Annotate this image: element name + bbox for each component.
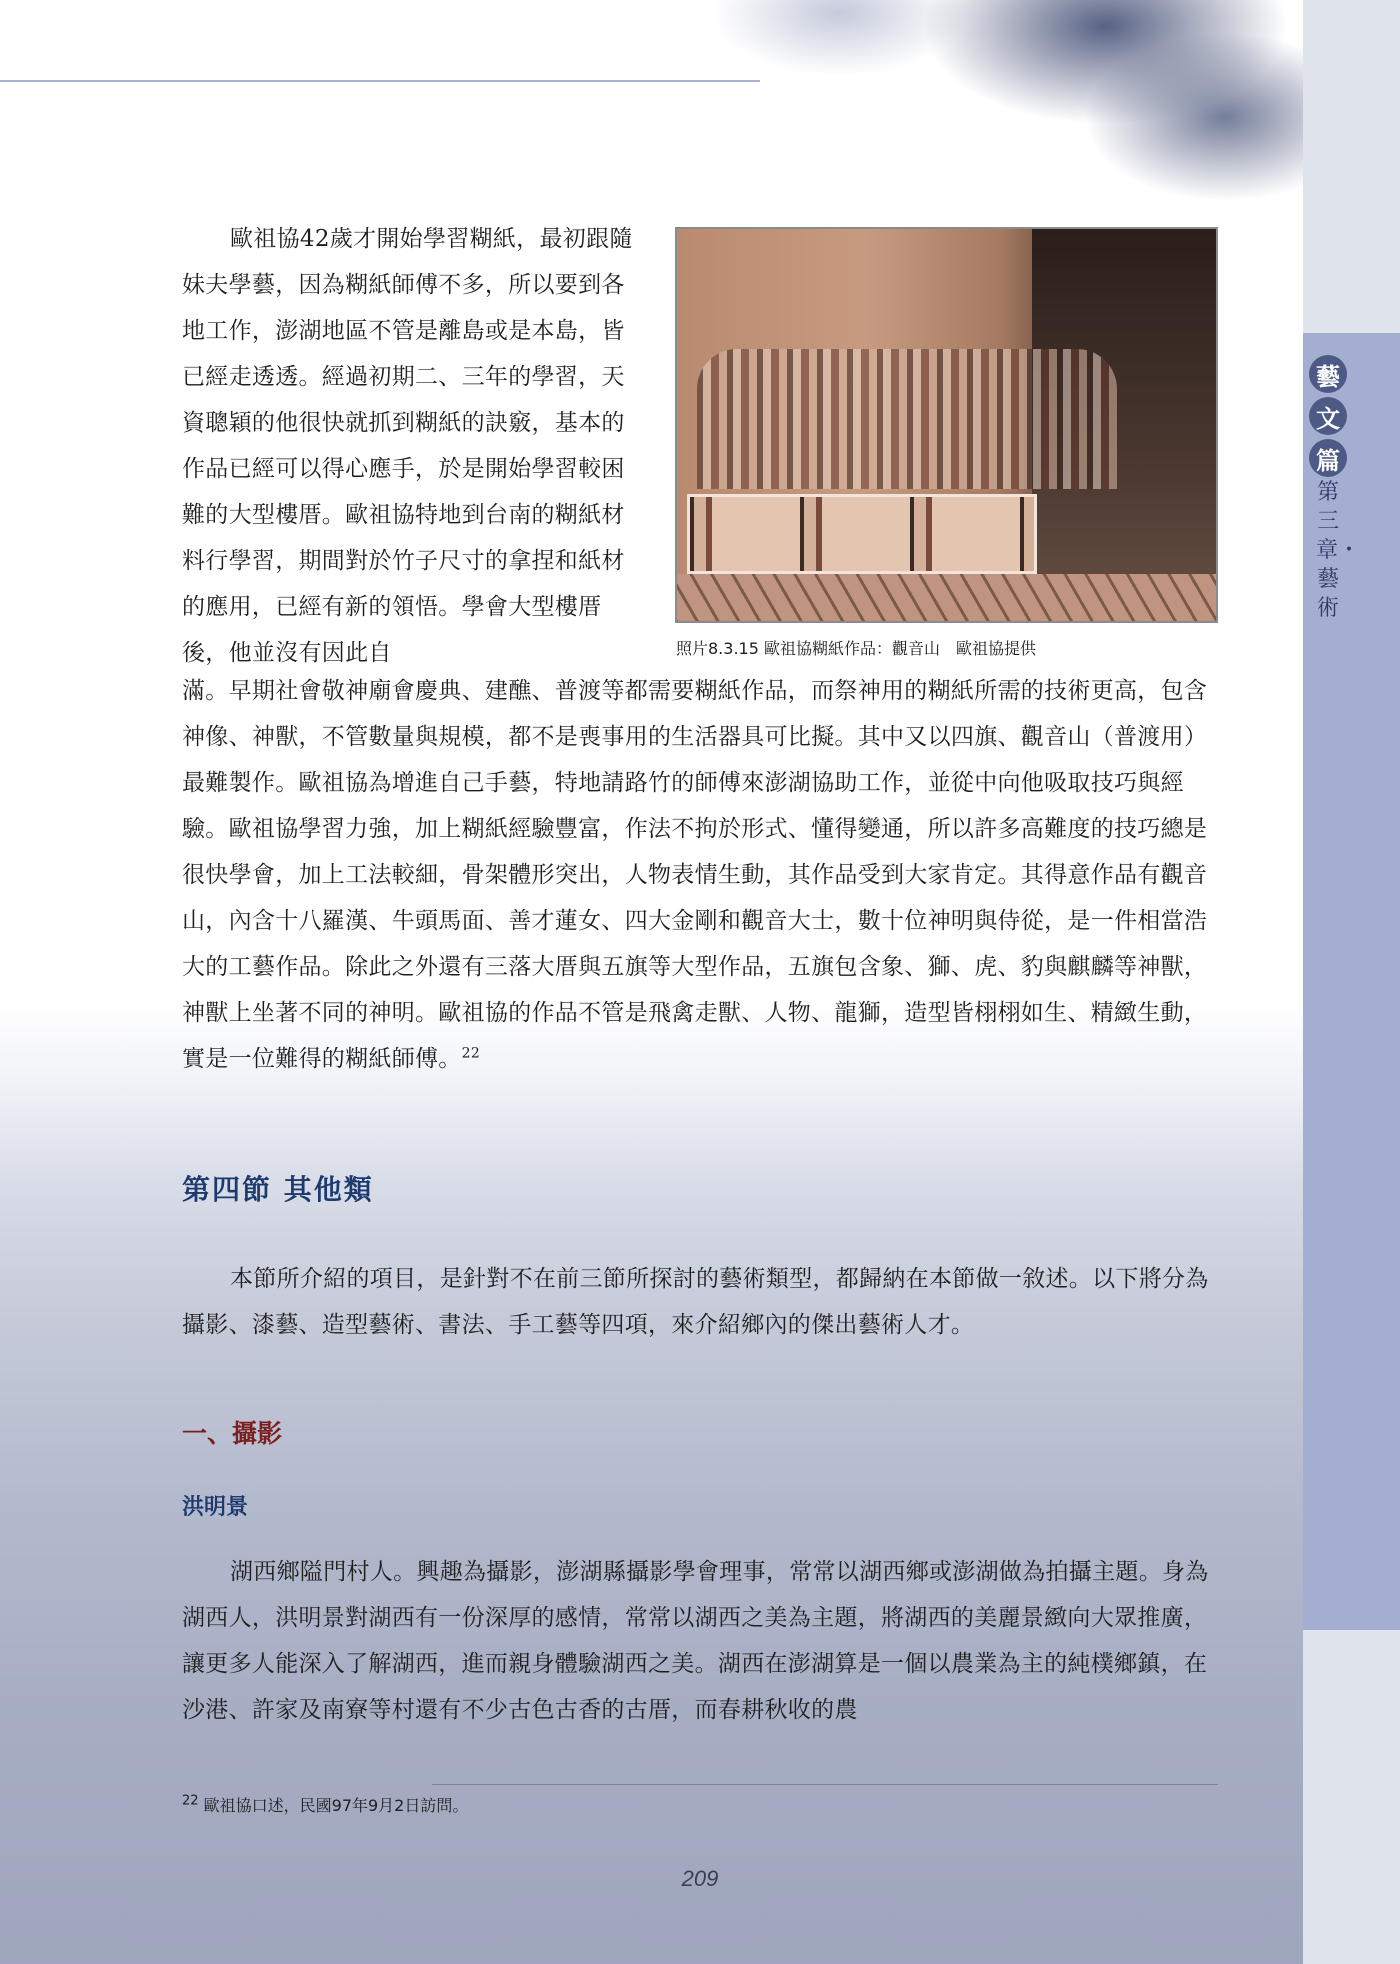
photo-figures: [697, 349, 1117, 489]
header-decoration: [640, 0, 1305, 260]
subsection-title: 一、攝影: [182, 1419, 283, 1448]
side-section-char: 藝: [1309, 355, 1347, 393]
section-title: 第四節 其他類: [182, 1173, 374, 1206]
footnote-text: 歐祖協口述，民國97年9月2日訪問。: [203, 1796, 469, 1815]
side-section-label: [1309, 355, 1349, 481]
body-paragraph-1: 歐祖協42歲才開始學習糊紙，最初跟隨妹夫學藝，因為糊紙師傅不多，所以要到各地工作，澎湖地區不管是離島或是本島，皆已經走透透。經過初期二、三年的學習，天資聰穎的他很快就抓到糊紙的訣竅，基本的作品已經可以得心應手，於是開始學習較困難的大型樓厝。歐祖協特地到台南的糊紙材料行學習，期間對於竹子尺寸的拿捏和紙材的應用，已經有新的領悟。學會大型樓厝後，他並沒有因此自: [182, 226, 633, 666]
body-paragraph-4: 湖西鄉隘門村人。興趣為攝影，澎湖縣攝影學會理事，常常以湖西鄉或澎湖做為拍攝主題。身為湖西人，洪明景對湖西有一份深厚的感情，常常以湖西之美為主題，將湖西的美麗景緻向大眾推廣，讓更多人能深入了解湖西，進而親身體驗湖西之美。湖西在澎湖算是一個以農業為主的純樸鄉鎮，在沙港、許家及南寮等村還有不少古色古香的古厝，而春耕秋收的農: [182, 1559, 1209, 1723]
photo-caption: 照片8.3.15 歐祖協糊紙作品：觀音山 歐祖協提供: [676, 639, 1036, 658]
body-paragraph-3: 本節所介紹的項目，是針對不在前三節所探討的藝術類型，都歸納在本節做一敘述。以下將分為攝影、漆藝、造型藝術、書法、手工藝等四項，來介紹鄉內的傑出藝術人才。: [182, 1266, 1209, 1338]
footnote-reference[interactable]: 22: [461, 1045, 481, 1062]
photo-scaffold: [677, 574, 1218, 623]
header-rule: [0, 80, 760, 82]
footnote-number: 22: [182, 1793, 199, 1809]
paper-craft-photo: [675, 227, 1218, 623]
footnote-divider: [432, 1784, 1218, 1785]
person-name-heading: 洪明景: [182, 1494, 249, 1520]
page-number: 209: [681, 1866, 719, 1891]
body-paragraph-2: [182, 668, 1222, 1082]
photo-stage-platform: [687, 494, 1037, 574]
side-section-char: 文: [1309, 397, 1347, 435]
side-chapter-label: 第三章・藝術: [1316, 480, 1361, 621]
footnote: [182, 1793, 468, 1816]
side-section-char: 篇: [1309, 439, 1347, 477]
body-paragraph-2-text: 滿。早期社會敬神廟會慶典、建醮、普渡等都需要糊紙作品，而祭神用的糊紙所需的技術更高，包含神像、神獸，不管數量與規模，都不是喪事用的生活器具可比擬。其中又以四旗、觀音山（普渡用）最難製作。歐祖協為增進自己手藝，特地請路竹的師傅來澎湖協助工作，並從中向他吸取技巧與經驗。歐祖協學習力強，加上糊紙經驗豐富，作法不拘於形式、懂得變通，所以許多高難度的技巧總是很快學會，加上工法較細，骨架體形突出，人物表情生動，其作品受到大家肯定。其得意作品有觀音山，內含十八羅漢、牛頭馬面、善才蓮女、四大金剛和觀音大士，數十位神明與侍從，是一件相當浩大的工藝作品。除此之外還有三落大厝與五旗等大型作品，五旗包含象、獅、虎、豹與麒麟等神獸，神獸上坐著不同的神明。歐祖協的作品不管是飛禽走獸、人物、龍獅，造型皆栩栩如生、精緻生動，實是一位難得的糊紙師傅。: [182, 678, 1208, 1072]
